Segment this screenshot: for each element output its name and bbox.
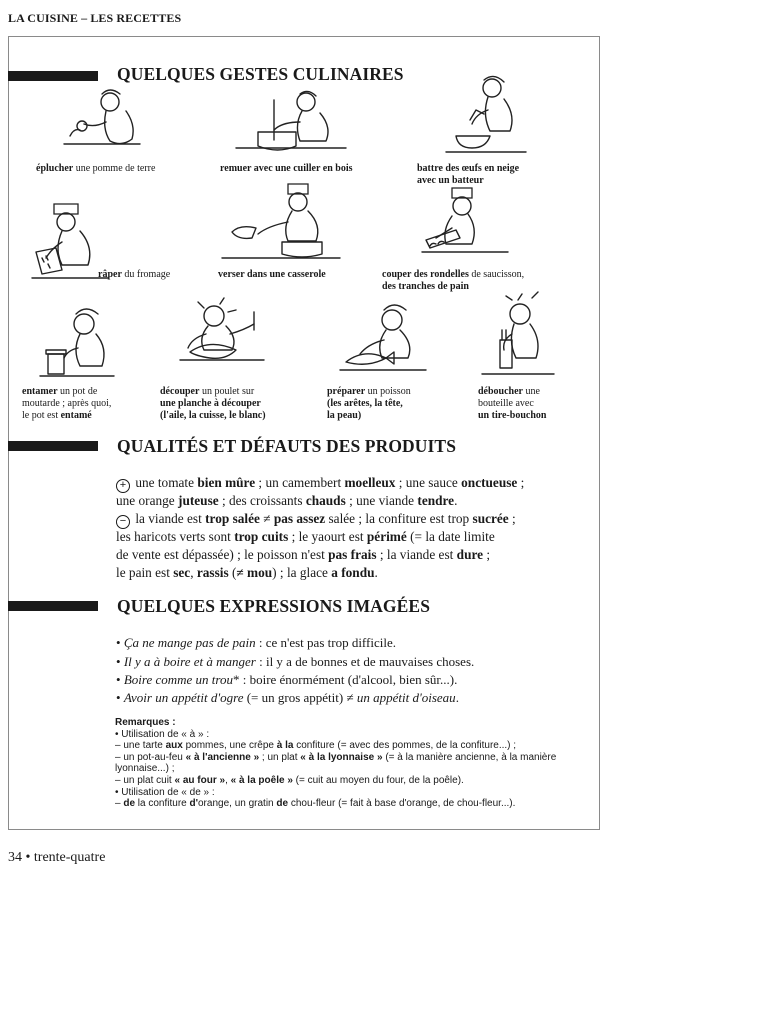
section-title-qualites: QUALITÉS ET DÉFAUTS DES PRODUITS <box>117 436 457 456</box>
caption-deboucher: déboucher une bouteille avec un tire-bouchon <box>478 386 547 421</box>
expression-item: • Il y a à boire et à manger : il y a de bonnes et de mauvaises choses. <box>116 654 475 669</box>
section-bar <box>8 601 98 611</box>
caption-verser: verser dans une casserole <box>218 269 326 280</box>
minus-circle-icon: − <box>116 515 130 529</box>
illustration-carving-chicken <box>170 298 274 372</box>
caption-entamer: entamer un pot de moutarde ; après quoi, le pot est entamé <box>22 386 112 421</box>
section-title-expressions: QUELQUES EXPRESSIONS IMAGÉES <box>117 596 431 616</box>
remarques-line: – de la confiture d'orange, un gratin de chou-fleur (= fait à base d'orange, de chou-fleur...). <box>115 798 516 810</box>
illustration-peeling <box>62 88 142 156</box>
caption-decouper: découper un poulet sur une planche à découper (l'aile, la cuisse, le blanc) <box>160 386 266 421</box>
caption-preparer: préparer un poisson (les arêtes, la tête, la peau) <box>327 386 411 421</box>
qualites-line-6: le pain est sec, rassis (≠ mou) ; la glace a fondu. <box>116 565 378 580</box>
plus-circle-icon: + <box>116 479 130 493</box>
illustration-fish <box>340 300 426 376</box>
page-number-footer: 34 • trente-quatre <box>8 850 106 865</box>
section-title-gestes: QUELQUES GESTES CULINAIRES <box>117 64 404 84</box>
caption-raper: râper du fromage <box>98 269 171 280</box>
remarques-line: • Utilisation de « de » : <box>115 786 215 798</box>
caption-couper: couper des rondelles de saucisson, des tranches de pain <box>382 269 525 292</box>
illustration-whisking <box>446 74 526 158</box>
remarques-title: Remarques : <box>115 717 176 728</box>
illustration-stirring <box>236 88 346 156</box>
expression-item: • Ça ne mange pas de pain : ce n'est pas trop difficile. <box>116 635 396 650</box>
qualites-line-5: de vente est dépassée) ; le poisson n'est pas frais ; la viande est dure ; <box>116 547 491 562</box>
remarques-line: • Utilisation de « à » : <box>115 728 210 740</box>
caption-battre: battre des œufs en neige avec un batteur <box>417 163 520 186</box>
remarques-line: – un pot-au-feu « à l'ancienne » ; un plat « à la lyonnaise » (= à la manière ancienne, à la manière <box>115 751 557 763</box>
remarques-line: lyonnaise...) ; <box>115 763 175 775</box>
expression-item: • Boire comme un trou* : boire énormément (d'alcool, bien sûr...). <box>116 672 458 687</box>
illustration-pouring <box>222 180 340 264</box>
illustration-corkscrew <box>482 290 554 382</box>
illustration-grating <box>32 198 108 282</box>
illustration-jar <box>40 302 114 382</box>
expression-item: • Avoir un appétit d'ogre (= un gros appétit) ≠ un appétit d'oiseau. <box>116 690 459 705</box>
qualites-line-4: les haricots verts sont trop cuits ; le yaourt est périmé (= la date limite <box>116 529 495 544</box>
remarques-line: – un plat cuit « au four », « à la poêle » (= cuit au moyen du four, de la poêle). <box>115 774 464 786</box>
section-bar <box>8 441 98 451</box>
qualites-line-3: − la viande est trop salée ≠ pas assez salée ; la confiture est trop sucrée ; <box>116 510 516 529</box>
illustration-slicing <box>422 184 508 260</box>
remarques-block <box>115 717 585 810</box>
running-head: LA CUISINE – LES RECETTES <box>8 11 182 25</box>
caption-remuer: remuer avec une cuiller en bois <box>220 163 353 174</box>
remarques-line: – une tarte aux pommes, une crêpe à la confiture (= avec des pommes, de la confiture...) ; <box>115 740 517 752</box>
caption-eplucher: éplucher une pomme de terre <box>36 163 156 174</box>
qualites-line-1: + une tomate bien mûre ; un camembert moelleux ; une sauce onctueuse ; <box>116 474 524 493</box>
qualites-line-2: une orange juteuse ; des croissants chauds ; une viande tendre. <box>116 493 458 508</box>
section-bar <box>8 71 98 81</box>
